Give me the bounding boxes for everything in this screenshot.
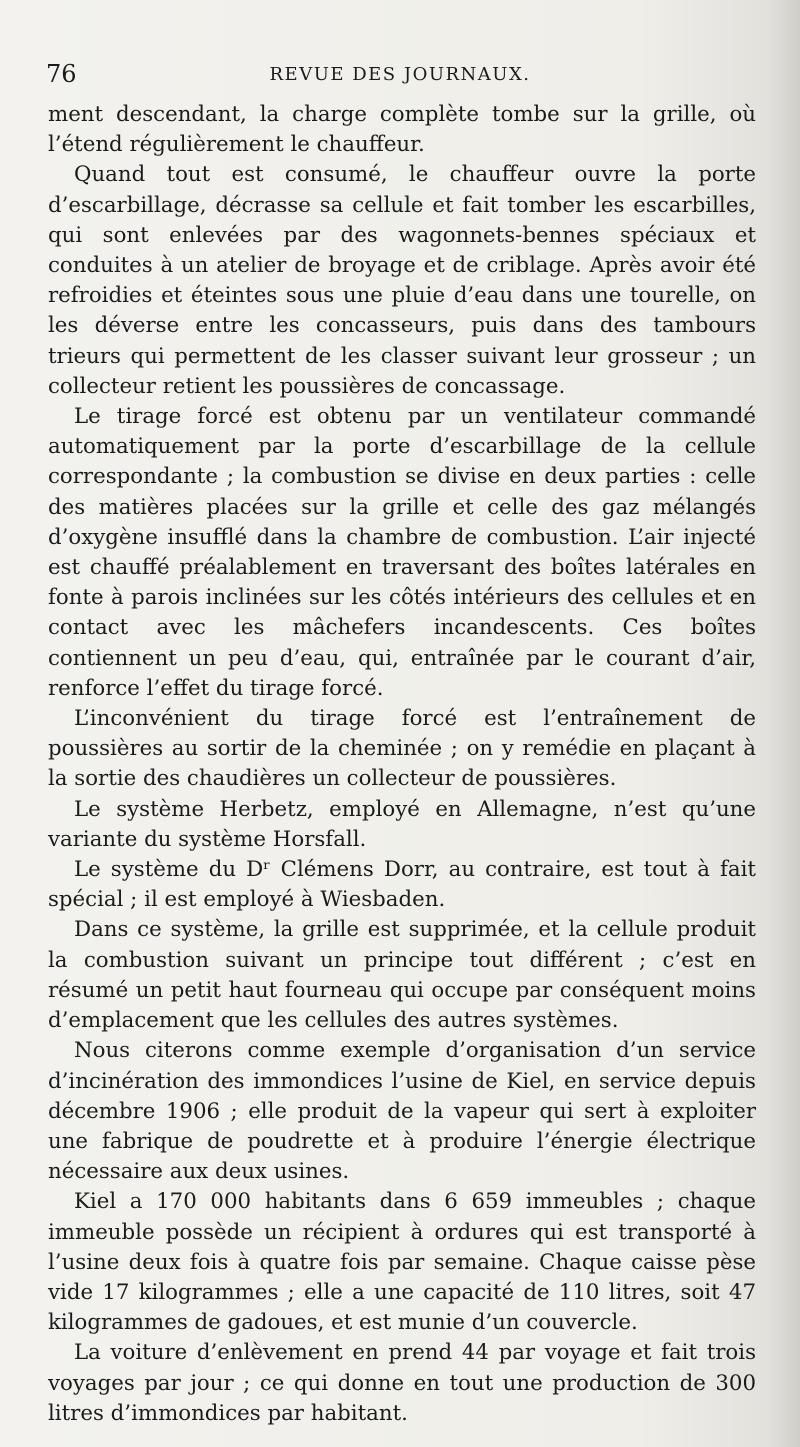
page-header xyxy=(40,58,760,94)
paragraph: Le système Herbetz, employé en Allemagne, n’est qu’une variante du système Horsfall. xyxy=(48,796,756,852)
page-number: 76 xyxy=(46,60,77,88)
paragraph: La voiture d’enlèvement en prend 44 par voyage et fait trois voyages par jour ; ce qui donne en tout une production de 300 litres d’immondices par habitant. xyxy=(48,1340,756,1426)
paragraph: Kiel a 170 000 habitants dans 6 659 immeubles ; chaque immeuble possède un récipient à ordures qui est transporté à l’usine deux fois à quatre fois par semaine. Chaque caisse pèse vide 17 kilogrammes ; elle a une capacité de 110 litres, soit 47 kilogrammes de gadoues, et est munie d’un couvercle. xyxy=(48,1189,756,1336)
paragraph-continuation: ment descendant, la charge complète tombe sur la grille, où l’étend régulièrement le chauffeur. xyxy=(48,102,756,158)
body-text xyxy=(48,100,756,1429)
paragraph: Nous citerons comme exemple d’organisation d’un service d’incinération des immondices l’usine de Kiel, en service depuis décembre 1906 ; elle produit de la vapeur qui sert à exploiter une fabrique de poudrette et à produire l’énergie électrique nécessaire aux deux usines. xyxy=(48,1038,756,1185)
paragraph: Le tirage forcé est obtenu par un ventilateur commandé automatiquement par la porte d’escarbillage de la cellule correspondante ; la combustion se divise en deux parties : celle des matières placées sur la grille et celle des gaz mélangés d’oxygène insufflé dans la chambre de combustion. L’air injecté est chauffé préalablement en traversant des boîtes latérales en fonte à parois inclinées sur les côtés intérieurs des cellules et en contact avec les mâchefers incandescents. Ces boîtes contiennent un peu d’eau, qui, entraînée par le courant d’air, renforce l’effet du tirage forcé. xyxy=(48,404,756,701)
paragraph: Le système du Dʳ Clémens Dorr, au contraire, est tout à fait spécial ; il est employé à Wiesbaden. xyxy=(48,857,756,913)
paragraph: Quand tout est consumé, le chauffeur ouvre la porte d’escarbillage, décrasse sa cellule et fait tomber les escarbilles, qui sont enlevées par des wagonnets-bennes spéciaux et conduites à un atelier de broyage et de criblage. Après avoir été refroidies et éteintes sous une pluie d’eau dans une tourelle, on les déverse entre les concasseurs, puis dans des tambours trieurs qui permettent de les classer suivant leur grosseur ; un collecteur retient les poussières de concassage. xyxy=(48,162,756,399)
paragraph: Dans ce système, la grille est supprimée, et la cellule produit la combustion suivant un principe tout différent ; c’est en résumé un petit haut fourneau qui occupe par conséquent moins d’emplacement que les cellules des autres systèmes. xyxy=(48,917,756,1034)
running-head: REVUE DES JOURNAUX. xyxy=(269,64,531,85)
paragraph: L’inconvénient du tirage forcé est l’entraînement de poussières au sortir de la cheminée ; on y remédie en plaçant à la sortie des chaudières un collecteur de poussières. xyxy=(48,706,756,792)
